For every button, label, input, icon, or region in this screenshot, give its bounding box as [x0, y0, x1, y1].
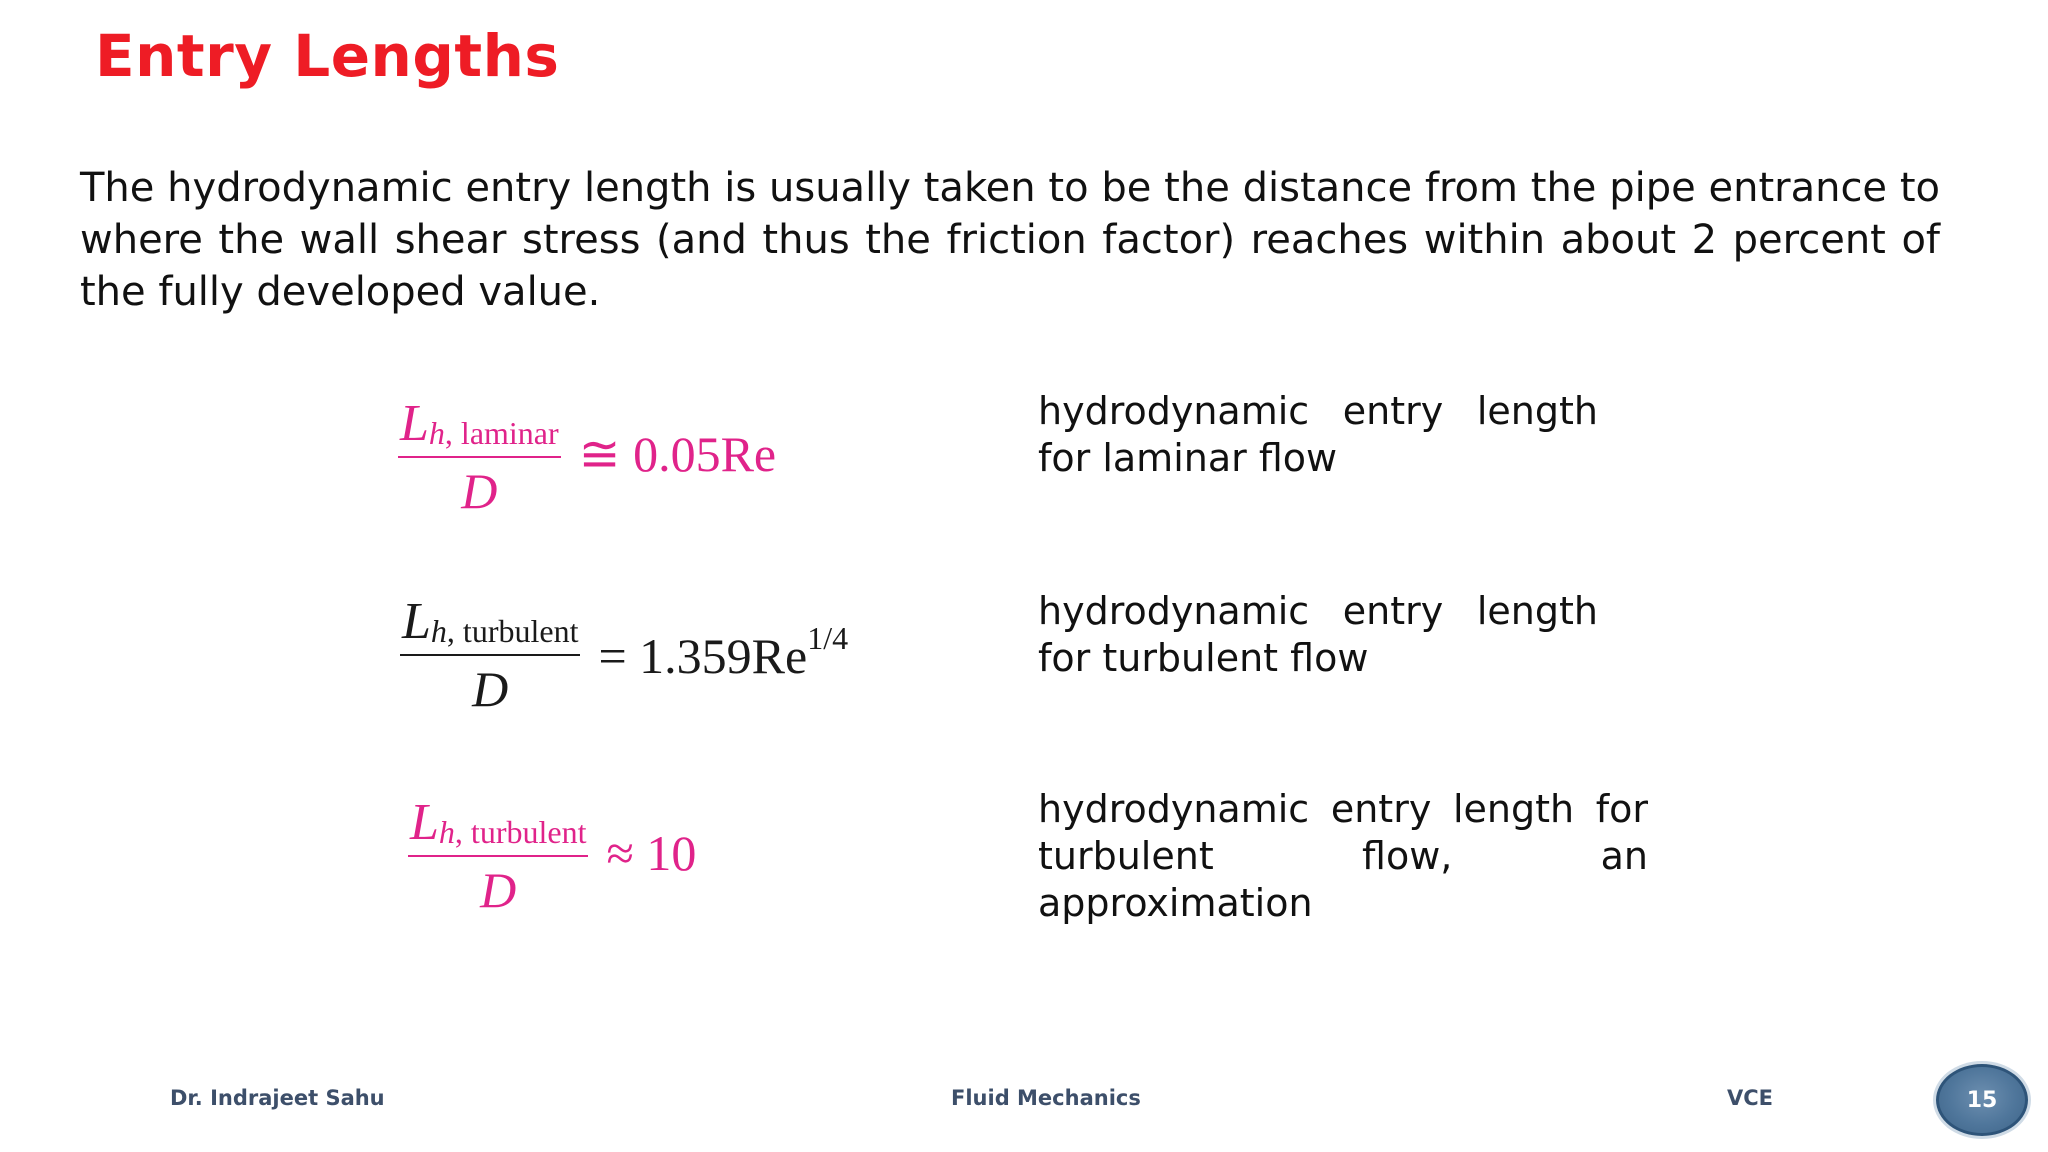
equation-laminar	[398, 395, 777, 519]
footer-author: Dr. Indrajeet Sahu	[170, 1086, 385, 1110]
equation-laminar-rhs: ≅ 0.05Re	[578, 426, 777, 482]
equation-turbulent-approx-fraction	[408, 794, 588, 918]
equation-turbulent-denominator: D	[472, 661, 509, 717]
equation-turbulent-numerator: Lh, turbulent	[400, 596, 580, 656]
equation-turbulent	[400, 593, 849, 717]
description-turbulent-approx: hydrodynamic entry length for turbulent flow, an approximation	[1038, 787, 1648, 925]
equation-laminar-fraction	[398, 395, 561, 519]
equation-turbulent-approx-numerator: Lh, turbulent	[408, 797, 588, 857]
page-number-badge	[1936, 1064, 2028, 1136]
intro-paragraph: The hydrodynamic entry length is usually taken to be the distance from the pipe entrance to where the wall shear stress (and thus the friction factor) reaches within about 2 percent of the fully developed value.	[80, 165, 1940, 315]
equation-laminar-denominator: D	[461, 463, 498, 519]
footer-course: Fluid Mechanics	[951, 1086, 1141, 1110]
equation-turbulent-approx-rhs: ≈ 10	[606, 825, 697, 881]
equation-turbulent-approx-denominator: D	[480, 862, 517, 918]
equation-laminar-numerator: Lh, laminar	[398, 398, 561, 458]
slide-title: Entry Lengths	[95, 22, 560, 90]
description-laminar: hydrodynamic entry length for laminar flow	[1038, 389, 1598, 480]
equation-turbulent-fraction	[400, 593, 580, 717]
equation-turbulent-approx	[408, 794, 697, 918]
description-turbulent: hydrodynamic entry length for turbulent flow	[1038, 589, 1598, 680]
footer-institute: VCE	[1727, 1086, 1774, 1110]
equation-turbulent-rhs: = $1.359Re^{1/4}$	[598, 619, 849, 684]
page-number: 15	[1966, 1087, 1998, 1113]
